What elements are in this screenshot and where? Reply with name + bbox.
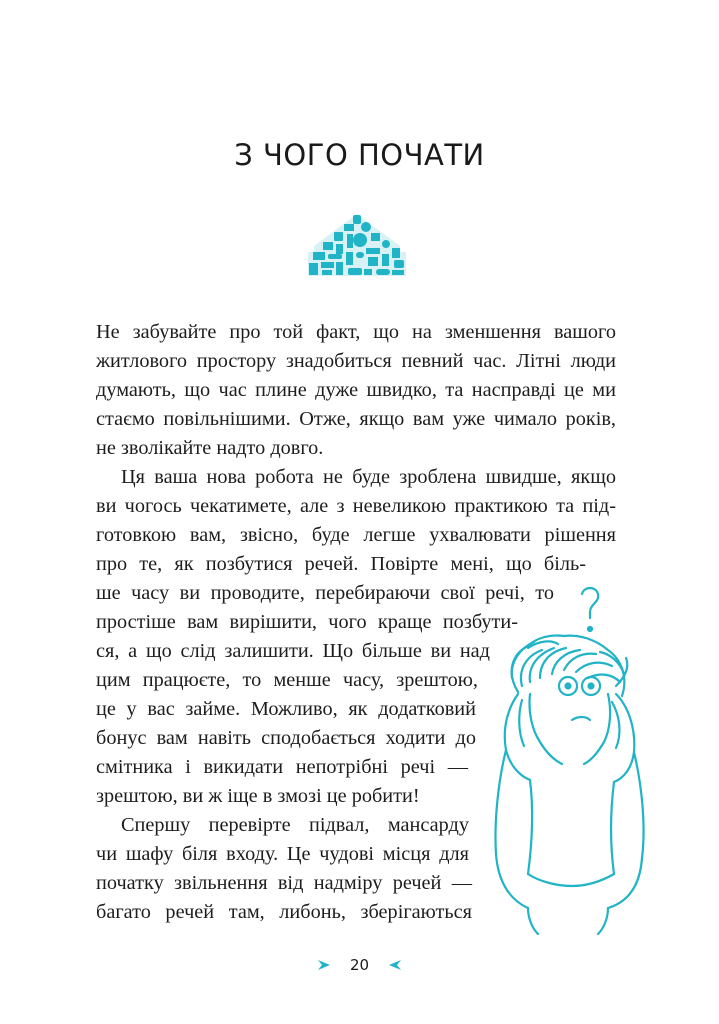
- text-line: житлового простору знадобиться певний час. Літні люди: [96, 350, 616, 372]
- text-line: ви чогось чекатимете, але з невеликою практикою та під-: [96, 495, 616, 517]
- text-line: цим працюєте, то менше часу, зрештою,: [96, 669, 478, 691]
- text-line: ше часу ви проводите, перебираючи свої речі, то: [96, 582, 554, 604]
- house-of-household-items-icon: [304, 212, 410, 278]
- text-line: зрештою, ви ж іще в змозі це робити!: [96, 785, 420, 807]
- page-footer: [0, 955, 719, 974]
- text-line: багато речей там, либонь, зберігаються: [96, 901, 472, 923]
- text-line: готовкою вам, звісно, буде легше ухвалювати рішення: [96, 524, 616, 546]
- text-line: чи шафу біля входу. Це чудові місця для: [96, 843, 469, 865]
- text-line: простіше вам вирішити, чого краще позбути-: [96, 611, 518, 633]
- chapter-title: З ЧОГО ПОЧАТИ: [234, 138, 485, 172]
- text-line: смітника і викидати непотрібні речі —: [96, 756, 468, 778]
- arrow-right-icon: [317, 958, 331, 972]
- text-line: не зволікайте надто довго.: [96, 437, 324, 459]
- text-line: бонус вам навіть сподобається ходити до: [96, 727, 476, 749]
- text-line: це у вас займе. Можливо, як додатковий: [96, 698, 476, 720]
- text-line: Ця ваша нова робота не буде зроблена швидше, якщо: [121, 466, 616, 488]
- confused-person-drawing: [488, 582, 648, 937]
- page-number: 20: [349, 955, 370, 974]
- text-line: ся, а що слід залишити. Що більше ви над: [96, 640, 490, 662]
- text-line: про те, як позбутися речей. Повірте мені, що біль-: [96, 553, 586, 575]
- text-line: Не забувайте про той факт, що на зменшення вашого: [96, 321, 616, 343]
- text-line: Спершу перевірте підвал, мансарду: [121, 814, 469, 836]
- text-line: стаємо повільнішими. Отже, якщо вам уже чимало років,: [96, 408, 616, 430]
- text-line: думають, що час плине дуже швидко, та насправді це ми: [96, 379, 616, 401]
- text-line: початку звільнення від надміру речей —: [96, 872, 472, 894]
- arrow-left-icon: [388, 958, 402, 972]
